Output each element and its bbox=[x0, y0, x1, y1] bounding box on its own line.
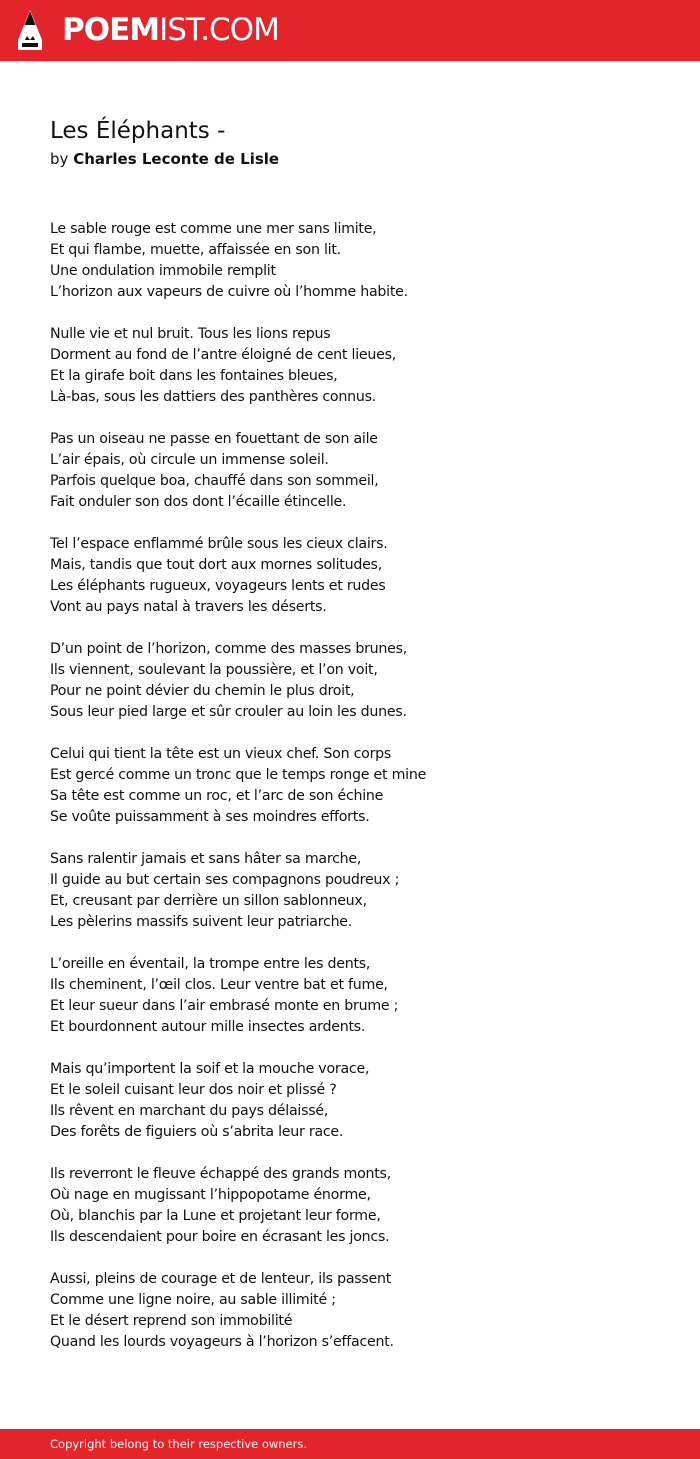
poem-line: Et bourdonnent autour mille insectes ardents. bbox=[50, 1019, 366, 1035]
poem-line: Vont au pays natal à travers les déserts. bbox=[50, 599, 327, 615]
poem-line: Mais qu’importent la soif et la mouche vorace, bbox=[50, 1061, 370, 1077]
poem-line: L’oreille en éventail, la trompe entre les dents, bbox=[50, 956, 371, 972]
poem-line: L’horizon aux vapeurs de cuivre où l’homme habite. bbox=[50, 284, 408, 300]
poem-line: Et, creusant par derrière un sillon sablonneux, bbox=[50, 893, 367, 909]
poem-line: Et le désert reprend son immobilité bbox=[50, 1313, 293, 1329]
poem-line: Et qui flambe, muette, affaissée en son lit. bbox=[50, 242, 341, 258]
poem-stanza bbox=[50, 639, 650, 723]
poem-stanza bbox=[50, 744, 650, 828]
poem-line: Ils rêvent en marchant du pays délaissé, bbox=[50, 1103, 329, 1119]
author-name: Charles Leconte de Lisle bbox=[73, 150, 280, 168]
logo-light-text: IST.COM bbox=[159, 12, 279, 48]
poem-line: Ils descendaient pour boire en écrasant les joncs. bbox=[50, 1229, 390, 1245]
site-footer bbox=[0, 1429, 700, 1459]
logo-bold-text: POEM bbox=[62, 12, 160, 48]
poem-line: Tel l’espace enflammé brûle sous les cieux clairs. bbox=[50, 536, 388, 552]
poem-line: Nulle vie et nul bruit. Tous les lions repus bbox=[50, 326, 331, 342]
poem-line: Les éléphants rugueux, voyageurs lents et rudes bbox=[50, 578, 386, 594]
poem-line: Les pèlerins massifs suivent leur patriarche. bbox=[50, 914, 353, 930]
poem-line: Pas un oiseau ne passe en fouettant de son aile bbox=[50, 431, 378, 447]
poem-stanza bbox=[50, 1164, 650, 1248]
poem-stanza bbox=[50, 324, 650, 408]
poem-line: Il guide au but certain ses compagnons poudreux ; bbox=[50, 872, 400, 888]
poem-line: Là-bas, sous les dattiers des panthères connus. bbox=[50, 389, 376, 405]
poem-line: Parfois quelque boa, chauffé dans son sommeil, bbox=[50, 473, 379, 489]
poem-line: Ils viennent, soulevant la poussière, et l’on voit, bbox=[50, 662, 378, 678]
poem-line: Une ondulation immobile remplit bbox=[50, 263, 276, 279]
site-header bbox=[0, 0, 700, 61]
poem-line: Celui qui tient la tête est un vieux chef. Son corps bbox=[50, 746, 392, 762]
poem-line: Et leur sueur dans l’air embrasé monte en brume ; bbox=[50, 998, 399, 1014]
poem-line: Et le soleil cuisant leur dos noir et plissé ? bbox=[50, 1082, 337, 1098]
poem-line: Quand les lourds voyageurs à l’horizon s’effacent. bbox=[50, 1334, 394, 1350]
by-label: by bbox=[50, 150, 69, 168]
poem-line: Sous leur pied large et sûr crouler au loin les dunes. bbox=[50, 704, 407, 720]
poem-stanza bbox=[50, 429, 650, 513]
poem-line: Est gercé comme un tronc que le temps ronge et mine bbox=[50, 767, 427, 783]
poem-line: D’un point de l’horizon, comme des masses brunes, bbox=[50, 641, 408, 657]
poem-stanza bbox=[50, 1059, 650, 1143]
poem-line: L’air épais, où circule un immense soleil. bbox=[50, 452, 329, 468]
poem-line: Sa tête est comme un roc, et l’arc de son échine bbox=[50, 788, 384, 804]
poem-line: Se voûte puissamment à ses moindres efforts. bbox=[50, 809, 370, 825]
poem-line: Dorment au fond de l’antre éloigné de cent lieues, bbox=[50, 347, 396, 363]
poem-line: Des forêts de figuiers où s’abrita leur race. bbox=[50, 1124, 344, 1140]
poem-title: Les Éléphants - bbox=[50, 118, 226, 144]
poem-stanza bbox=[50, 849, 650, 933]
poem-line: Où nage en mugissant l’hippopotame énorme, bbox=[50, 1187, 371, 1203]
poem-stanza bbox=[50, 534, 650, 618]
footer-copyright: Copyright belong to their respective owners. bbox=[50, 1437, 308, 1451]
poem-line: Fait onduler son dos dont l’écaille étincelle. bbox=[50, 494, 347, 510]
poem-line: Pour ne point dévier du chemin le plus droit, bbox=[50, 683, 355, 699]
poem-line: Le sable rouge est comme une mer sans limite, bbox=[50, 221, 377, 237]
poem-stanza bbox=[50, 219, 650, 303]
pencil-icon[interactable] bbox=[17, 9, 43, 51]
site-logo[interactable] bbox=[62, 11, 279, 49]
poem-line: Ils reverront le fleuve échappé des grands monts, bbox=[50, 1166, 391, 1182]
poem-byline bbox=[50, 148, 279, 170]
poem-line: Sans ralentir jamais et sans hâter sa marche, bbox=[50, 851, 362, 867]
poem-body bbox=[50, 219, 650, 1374]
poem-stanza bbox=[50, 954, 650, 1038]
poem-stanza bbox=[50, 1269, 650, 1353]
poem-line: Mais, tandis que tout dort aux mornes solitudes, bbox=[50, 557, 382, 573]
poem-line: Aussi, pleins de courage et de lenteur, ils passent bbox=[50, 1271, 392, 1287]
poem-line: Ils cheminent, l’œil clos. Leur ventre bat et fume, bbox=[50, 977, 388, 993]
poem-line: Comme une ligne noire, au sable illimité ; bbox=[50, 1292, 336, 1308]
poem-line: Où, blanchis par la Lune et projetant leur forme, bbox=[50, 1208, 381, 1224]
poem-line: Et la girafe boit dans les fontaines bleues, bbox=[50, 368, 338, 384]
